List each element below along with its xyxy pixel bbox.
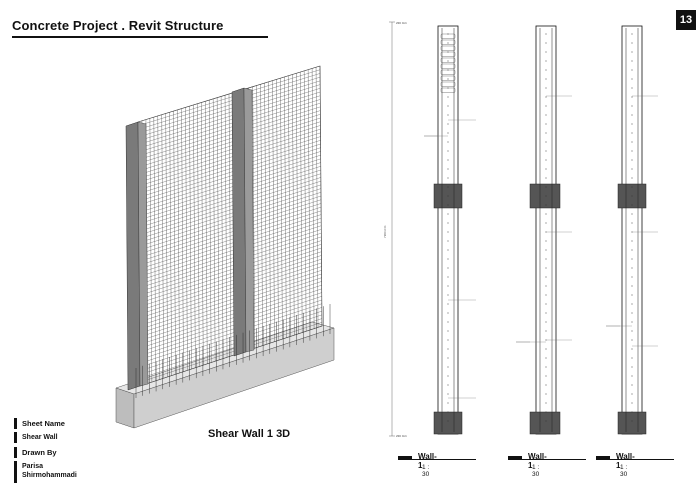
tie-mark: [545, 321, 546, 322]
footing-block: [434, 412, 462, 434]
sheet-info-block: [14, 412, 94, 488]
tie-mark: [447, 357, 448, 358]
tie-mark: [631, 393, 632, 394]
tie-mark: [545, 402, 546, 403]
tie-mark: [631, 213, 632, 214]
tie-mark: [447, 285, 448, 286]
tie-mark: [631, 123, 632, 124]
tie-mark: [447, 231, 448, 232]
tie-mark: [545, 375, 546, 376]
tie-mark: [631, 42, 632, 43]
tie-mark: [447, 159, 448, 160]
tie-mark: [545, 60, 546, 61]
tie-mark: [447, 330, 448, 331]
tie-mark: [631, 402, 632, 403]
tie-mark: [631, 276, 632, 277]
stirrup-detail: [441, 76, 455, 81]
boundary-column-left: [126, 122, 140, 390]
tie-mark: [447, 186, 448, 187]
tie-mark: [447, 222, 448, 223]
tie-mark: [631, 105, 632, 106]
tie-mark: [545, 267, 546, 268]
tie-mark: [447, 375, 448, 376]
tie-mark: [447, 141, 448, 142]
tie-mark: [545, 303, 546, 304]
tie-mark: [545, 357, 546, 358]
tie-mark: [631, 366, 632, 367]
tie-mark: [545, 420, 546, 421]
stirrup-detail: [441, 40, 455, 45]
tie-mark: [447, 195, 448, 196]
stirrup-detail: [441, 88, 455, 93]
tie-mark: [631, 87, 632, 88]
tie-mark: [447, 96, 448, 97]
tie-mark: [545, 78, 546, 79]
dimension-top-label: 200 mm: [396, 22, 407, 25]
tie-mark: [631, 420, 632, 421]
drawn-by-label: Drawn By: [22, 448, 57, 457]
tie-mark: [447, 276, 448, 277]
slab-block: [530, 184, 560, 208]
sheet-name-label: Sheet Name: [22, 419, 65, 428]
stirrup-detail: [441, 64, 455, 69]
tie-mark: [545, 33, 546, 34]
tie-mark: [631, 204, 632, 205]
viewport-title-name: Wall-1: [418, 452, 437, 470]
tie-mark: [545, 213, 546, 214]
tie-mark: [447, 150, 448, 151]
tie-mark: [545, 114, 546, 115]
tie-mark: [545, 132, 546, 133]
tie-mark: [631, 222, 632, 223]
tie-mark: [447, 411, 448, 412]
tie-mark: [545, 42, 546, 43]
wall-section-2: [516, 26, 572, 434]
tie-mark: [631, 159, 632, 160]
tie-mark: [447, 105, 448, 106]
tie-mark: [631, 339, 632, 340]
wall-outline: [536, 26, 556, 434]
footing-block: [618, 412, 646, 434]
tie-mark: [545, 294, 546, 295]
tie-mark: [631, 195, 632, 196]
tie-mark: [631, 141, 632, 142]
tie-mark: [545, 96, 546, 97]
tie-mark: [545, 276, 546, 277]
tie-mark: [447, 240, 448, 241]
viewport-title-scale: 1 : 30: [422, 464, 430, 478]
tie-mark: [631, 312, 632, 313]
wall-section-1: [383, 21, 476, 438]
tie-mark: [447, 42, 448, 43]
project-title: Concrete Project . Revit Structure: [12, 18, 224, 33]
wall-footing-front: [116, 388, 134, 428]
tie-mark: [447, 303, 448, 304]
tie-mark: [631, 348, 632, 349]
tie-mark: [631, 330, 632, 331]
stirrup-detail: [441, 34, 455, 39]
tie-mark: [631, 258, 632, 259]
tie-mark: [631, 132, 632, 133]
tie-mark: [545, 312, 546, 313]
tie-mark: [631, 114, 632, 115]
viewport-title-name: Wall-1: [616, 452, 635, 470]
tie-mark: [545, 141, 546, 142]
tie-mark: [447, 420, 448, 421]
tie-mark: [631, 240, 632, 241]
wall-section-3: [606, 26, 658, 434]
tie-mark: [545, 51, 546, 52]
tie-mark: [631, 186, 632, 187]
tie-mark: [545, 69, 546, 70]
tie-mark: [447, 78, 448, 79]
tie-mark: [545, 150, 546, 151]
tie-mark: [447, 60, 448, 61]
tie-mark: [447, 213, 448, 214]
tie-mark: [545, 411, 546, 412]
tie-mark: [545, 366, 546, 367]
tie-mark: [545, 159, 546, 160]
boundary-column-left-face: [138, 122, 148, 386]
tie-mark: [447, 402, 448, 403]
tie-mark: [545, 240, 546, 241]
tie-mark: [631, 384, 632, 385]
tie-mark: [545, 195, 546, 196]
tie-mark: [545, 177, 546, 178]
tie-mark: [631, 78, 632, 79]
tie-mark: [545, 384, 546, 385]
tie-mark: [447, 339, 448, 340]
tie-mark: [447, 366, 448, 367]
tie-mark: [447, 168, 448, 169]
dimension-height-label: 7160 mm: [384, 225, 387, 238]
tie-mark: [545, 393, 546, 394]
tie-mark: [545, 330, 546, 331]
tie-mark: [447, 348, 448, 349]
tie-mark: [545, 123, 546, 124]
tie-mark: [631, 177, 632, 178]
tie-mark: [545, 87, 546, 88]
viewport-title-scale: 1 : 30: [620, 464, 628, 478]
wall-outline: [438, 26, 458, 434]
tie-mark: [447, 249, 448, 250]
tie-mark: [631, 33, 632, 34]
tie-mark: [631, 375, 632, 376]
tie-mark: [545, 105, 546, 106]
tie-mark: [447, 258, 448, 259]
tie-mark: [447, 177, 448, 178]
tie-mark: [447, 321, 448, 322]
dimension-bottom-label: 200 mm: [396, 435, 407, 438]
tie-mark: [631, 357, 632, 358]
tie-mark: [545, 204, 546, 205]
tie-mark: [631, 249, 632, 250]
drawn-by-value: Parisa Shirmohammadi: [22, 463, 77, 479]
stirrup-detail: [441, 58, 455, 63]
stirrup-detail: [441, 46, 455, 51]
tie-mark: [545, 168, 546, 169]
tie-mark: [447, 114, 448, 115]
tie-mark: [447, 312, 448, 313]
tie-mark: [447, 132, 448, 133]
tie-mark: [545, 348, 546, 349]
tie-mark: [447, 204, 448, 205]
tie-mark: [631, 60, 632, 61]
tie-mark: [631, 303, 632, 304]
wall-outline: [622, 26, 642, 434]
tie-mark: [447, 123, 448, 124]
stirrup-detail: [441, 52, 455, 57]
tie-mark: [447, 393, 448, 394]
tie-mark: [447, 294, 448, 295]
tie-mark: [631, 321, 632, 322]
tie-mark: [447, 267, 448, 268]
tie-mark: [545, 222, 546, 223]
tie-mark: [631, 69, 632, 70]
view-3d-caption: Shear Wall 1 3D: [208, 428, 291, 440]
boundary-column-mid-face: [244, 88, 254, 352]
viewport-title-scale: 1 : 30: [532, 464, 540, 478]
tie-mark: [545, 249, 546, 250]
page-number-badge: 13: [676, 10, 696, 30]
boundary-column-mid: [232, 88, 246, 356]
tie-mark: [545, 258, 546, 259]
stirrup-detail: [441, 70, 455, 75]
tie-mark: [631, 168, 632, 169]
tie-mark: [545, 285, 546, 286]
tie-mark: [631, 267, 632, 268]
tie-mark: [631, 411, 632, 412]
shear-wall-3d-view: [116, 66, 334, 428]
tie-mark: [631, 96, 632, 97]
tie-mark: [631, 285, 632, 286]
tie-mark: [631, 294, 632, 295]
tie-mark: [545, 186, 546, 187]
footing-block: [530, 412, 560, 434]
tie-mark: [631, 51, 632, 52]
sheet-name-value: Shear Wall: [22, 434, 58, 441]
stirrup-detail: [441, 82, 455, 87]
tie-mark: [447, 384, 448, 385]
tie-mark: [631, 150, 632, 151]
viewport-title-name: Wall-1: [528, 452, 547, 470]
